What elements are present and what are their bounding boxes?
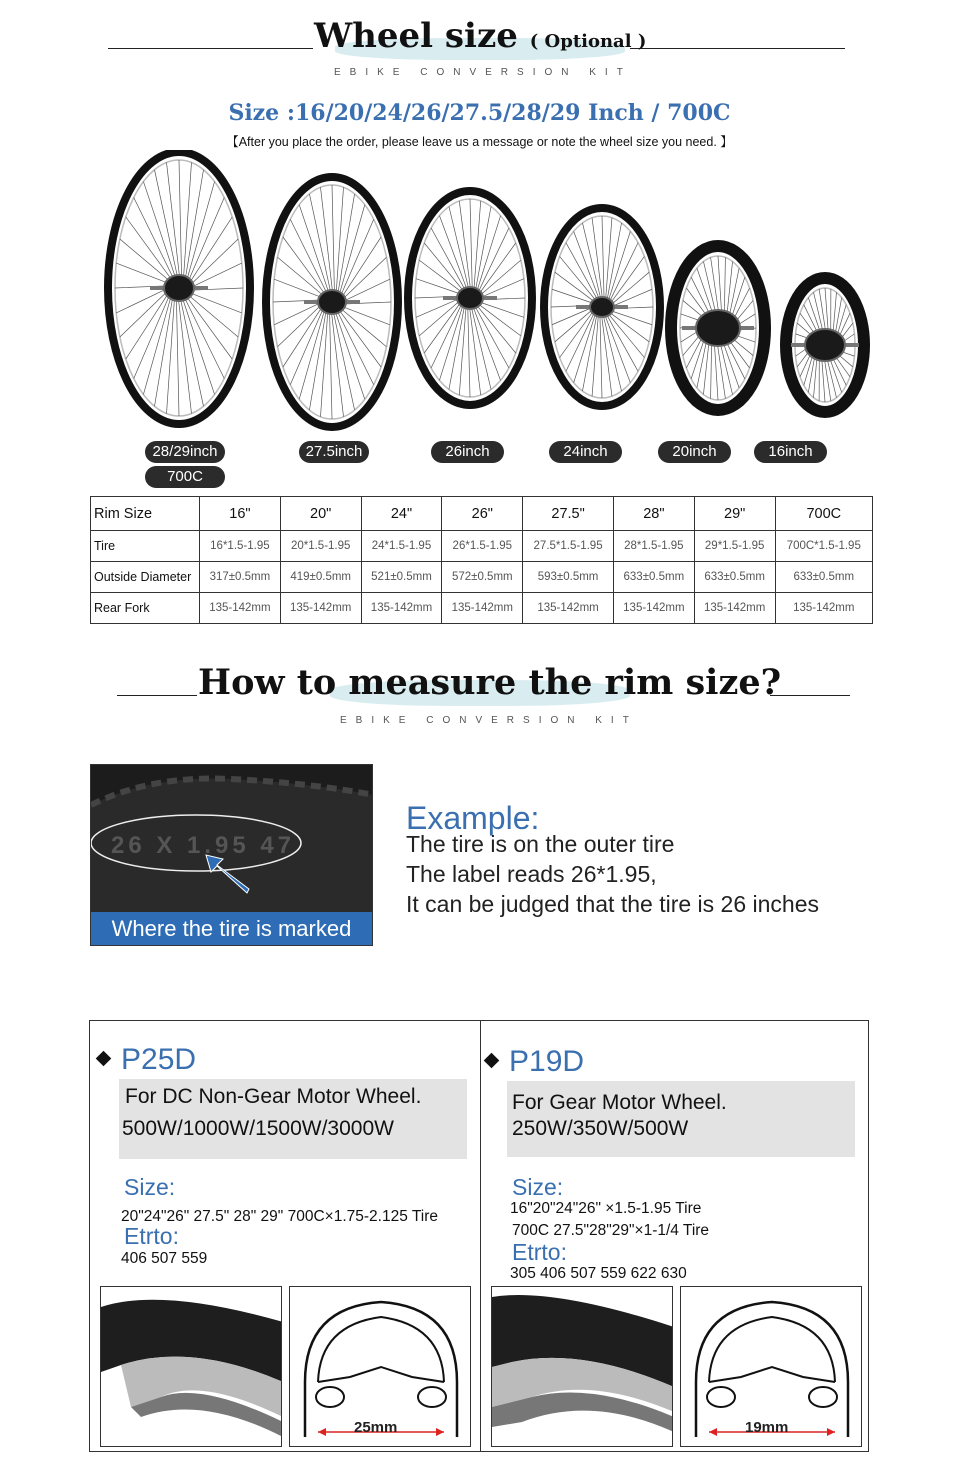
- spoke: [274, 301, 324, 325]
- rim-profile-photo: [492, 1287, 673, 1447]
- spoke: [476, 216, 500, 294]
- example-title: Example:: [406, 800, 540, 836]
- spoke: [555, 272, 597, 303]
- diamond-bullet-icon: [96, 1050, 112, 1066]
- rim-width-label: 19mm: [745, 1419, 789, 1436]
- rim-width-label: 25mm: [354, 1419, 398, 1436]
- header-rule-right: [630, 48, 845, 49]
- hub-motor: [457, 287, 483, 309]
- spoke: [188, 263, 242, 289]
- spoke: [474, 201, 481, 292]
- label-20inch: 20inch: [658, 441, 731, 463]
- spoke: [718, 256, 722, 318]
- p19d-size-text: 700C 27.5"28"29"×1-1/4 Tire: [512, 1222, 710, 1239]
- header-rule-left: [117, 695, 197, 696]
- p25d-rim-photo: [100, 1286, 282, 1447]
- table-cell: 700C*1.5-1.95: [775, 531, 872, 562]
- table-cell: 593±0.5mm: [523, 562, 614, 593]
- spoke: [416, 279, 463, 295]
- spoke: [330, 309, 332, 419]
- table-cell: 135-142mm: [280, 593, 361, 624]
- table-cell: 135-142mm: [694, 593, 775, 624]
- spoke: [178, 296, 191, 414]
- spoke: [187, 197, 224, 284]
- p25d-title: [98, 1043, 196, 1077]
- wheel-size-title: Wheel size: [314, 16, 518, 56]
- table-row: [91, 593, 873, 624]
- table-header-cell: Rim Size: [91, 497, 200, 531]
- p19d-title: [486, 1045, 584, 1079]
- table-row-label: Rear Fork: [91, 593, 200, 624]
- table-row: [91, 562, 873, 593]
- section-subtitle: EBIKE CONVERSION KIT: [334, 67, 632, 78]
- spoke: [277, 257, 325, 297]
- spoke: [600, 313, 602, 398]
- spoke: [431, 301, 463, 368]
- p19d-desc-line: For Gear Motor Wheel.: [512, 1091, 727, 1114]
- spoke: [167, 295, 175, 414]
- spoke: [602, 216, 604, 301]
- spoke: [339, 305, 389, 324]
- p19d-title-text: P19D: [509, 1045, 585, 1078]
- p19d-etrto-text: 305 406 507 559 622 630: [510, 1265, 687, 1282]
- spoke: [476, 302, 521, 336]
- spoke: [187, 292, 242, 313]
- spoke: [186, 293, 238, 337]
- spoke: [608, 243, 638, 305]
- spoke: [601, 313, 612, 396]
- p25d-desc-line: For DC Non-Gear Motor Wheel.: [125, 1085, 422, 1108]
- table-cell: 135-142mm: [613, 593, 694, 624]
- label-24inch: 24inch: [549, 441, 622, 463]
- spoke: [134, 292, 171, 379]
- table-cell: 135-142mm: [200, 593, 281, 624]
- p25d-panel: [89, 1020, 481, 1452]
- label-26inch: 26inch: [431, 441, 504, 463]
- table-cell: 28*1.5-1.95: [613, 531, 694, 562]
- spoke: [332, 185, 334, 295]
- tire-caption: Where the tire is marked: [91, 912, 372, 945]
- p19d-size-label: Size:: [512, 1174, 564, 1200]
- table-cell: 633±0.5mm: [775, 562, 872, 593]
- spoke: [167, 162, 180, 280]
- p19d-desc-line: 250W/350W/500W: [512, 1117, 689, 1140]
- hub-motor: [805, 329, 845, 361]
- table-cell: 29*1.5-1.95: [694, 531, 775, 562]
- spoke: [274, 279, 324, 298]
- spoke: [331, 309, 343, 417]
- spoke: [477, 228, 509, 295]
- label-28-29inch: 28/29inch: [145, 441, 225, 463]
- table-header-cell: 16": [200, 497, 281, 531]
- spoke: [439, 302, 463, 380]
- spoke: [703, 261, 716, 317]
- tire-marking-text: 26 X 1.95 47: [111, 832, 296, 859]
- spoke: [592, 312, 599, 396]
- label-700c: 700C: [145, 466, 225, 488]
- spoke: [134, 197, 175, 281]
- spoke: [592, 218, 603, 301]
- table-row: [91, 531, 873, 562]
- table-row-label: Tire: [91, 531, 200, 562]
- table-cell: 317±0.5mm: [200, 562, 281, 593]
- hub-motor: [318, 290, 346, 314]
- hub-motor: [590, 297, 614, 317]
- section-title-wheel-size: [314, 16, 646, 56]
- spoke: [608, 310, 652, 325]
- table-header-cell: 27.5": [523, 497, 614, 531]
- spoke: [290, 305, 324, 384]
- table-cell: 572±0.5mm: [442, 562, 523, 593]
- rim-size-table: [90, 496, 873, 624]
- table-header-cell: 28": [613, 497, 694, 531]
- table-cell: 135-142mm: [361, 593, 442, 624]
- spoke: [566, 310, 596, 372]
- size-title: Size :16/20/24/26/27.5/28/29 Inch / 700C: [228, 100, 731, 126]
- header-rule-right: [770, 695, 850, 696]
- spoke: [339, 205, 365, 298]
- spoke: [608, 231, 631, 303]
- table-header-cell: 20": [280, 497, 361, 531]
- rim-cross-section-diagram: [681, 1287, 862, 1447]
- table-cell: 419±0.5mm: [280, 562, 361, 593]
- spoke: [320, 308, 328, 416]
- spoke: [719, 339, 732, 395]
- table-cell: 27.5*1.5-1.95: [523, 531, 614, 562]
- p19d-panel: [480, 1020, 869, 1452]
- diamond-bullet-icon: [484, 1052, 500, 1068]
- p19d-etrto-label: Etrto:: [512, 1239, 567, 1265]
- spoke: [336, 187, 344, 295]
- table-cell: 633±0.5mm: [694, 562, 775, 593]
- table-header-cell: 24": [361, 497, 442, 531]
- example-line: The label reads 26*1.95,: [406, 861, 657, 887]
- example-line: The tire is on the outer tire: [406, 831, 675, 857]
- spoke: [186, 182, 215, 284]
- p25d-etrto-label: Etrto:: [124, 1223, 179, 1249]
- section-title-measure: How to measure the rim size?: [198, 662, 782, 703]
- spoke: [714, 338, 718, 400]
- table-cell: 135-142mm: [775, 593, 872, 624]
- label-27-5inch: 27.5inch: [299, 441, 369, 463]
- spoke: [339, 219, 373, 298]
- table-cell: 26*1.5-1.95: [442, 531, 523, 562]
- p25d-desc-line: 500W/1000W/1500W/3000W: [122, 1117, 394, 1140]
- spoke: [183, 162, 191, 281]
- table-row-label: Outside Diameter: [91, 562, 200, 593]
- example-line: It can be judged that the tire is 26 inches: [406, 891, 819, 917]
- optional-label: ( Optional ): [529, 31, 647, 52]
- p19d-size-text: 16"20"24"26" ×1.5-1.95 Tire: [510, 1200, 702, 1217]
- spoke: [574, 311, 597, 383]
- spoke: [469, 305, 481, 396]
- rim-profile-photo: [101, 1287, 282, 1447]
- size-note: 【After you place the order, please leave us a message or note the wheel size you need. 】: [226, 135, 733, 149]
- spoke: [179, 160, 182, 281]
- label-16inch: 16inch: [754, 441, 827, 463]
- spoke: [552, 289, 596, 304]
- spoke: [724, 257, 725, 318]
- spoke: [711, 337, 712, 398]
- p25d-size-label: Size:: [124, 1174, 176, 1200]
- spoke: [605, 218, 612, 302]
- spoke: [459, 304, 466, 395]
- spoke: [116, 263, 171, 284]
- table-header-cell: 29": [694, 497, 775, 531]
- p25d-etrto-text: 406 507 559: [121, 1250, 208, 1267]
- spoke: [459, 201, 471, 292]
- spoke: [320, 187, 332, 295]
- hub-motor: [164, 275, 194, 301]
- table-cell: 521±0.5mm: [361, 562, 442, 593]
- table-header-cell: 26": [442, 497, 523, 531]
- spoke: [143, 293, 172, 395]
- table-header-row: [91, 497, 873, 531]
- spoke: [416, 297, 462, 317]
- p25d-rim-diagram: [289, 1286, 471, 1447]
- spoke: [299, 307, 325, 400]
- spoke: [419, 260, 464, 294]
- table-cell: 633±0.5mm: [613, 562, 694, 593]
- spoke: [338, 307, 386, 347]
- table-cell: 24*1.5-1.95: [361, 531, 442, 562]
- spoke: [475, 207, 491, 293]
- spoke: [478, 279, 524, 299]
- spoke: [120, 239, 172, 283]
- spoke: [468, 304, 470, 397]
- rim-cross-section-diagram: [290, 1287, 471, 1447]
- p19d-rim-diagram: [680, 1286, 862, 1447]
- spoke: [552, 306, 595, 324]
- spoke: [340, 279, 390, 303]
- p19d-rim-photo: [491, 1286, 673, 1447]
- header-rule-left: [108, 48, 313, 49]
- spoke: [176, 295, 179, 416]
- section-subtitle: EBIKE CONVERSION KIT: [340, 715, 638, 726]
- spoke: [477, 301, 524, 317]
- p25d-size-text: 20"24"26" 27.5" 28" 29" 700C×1.75-2.125 Tire: [121, 1208, 438, 1225]
- p25d-title-text: P25D: [121, 1043, 197, 1076]
- table-cell: 135-142mm: [442, 593, 523, 624]
- spoke: [183, 295, 224, 379]
- hub-motor: [696, 310, 740, 346]
- table-cell: 16*1.5-1.95: [200, 531, 281, 562]
- spoke: [116, 287, 170, 313]
- table-cell: 135-142mm: [523, 593, 614, 624]
- table-header-cell: 700C: [775, 497, 872, 531]
- tire-photo: [90, 764, 373, 946]
- spoke: [609, 289, 652, 307]
- spoke: [470, 199, 472, 292]
- table-cell: 20*1.5-1.95: [280, 531, 361, 562]
- wheels-illustration: [0, 150, 959, 450]
- spoke: [449, 303, 465, 389]
- spoke: [608, 311, 650, 342]
